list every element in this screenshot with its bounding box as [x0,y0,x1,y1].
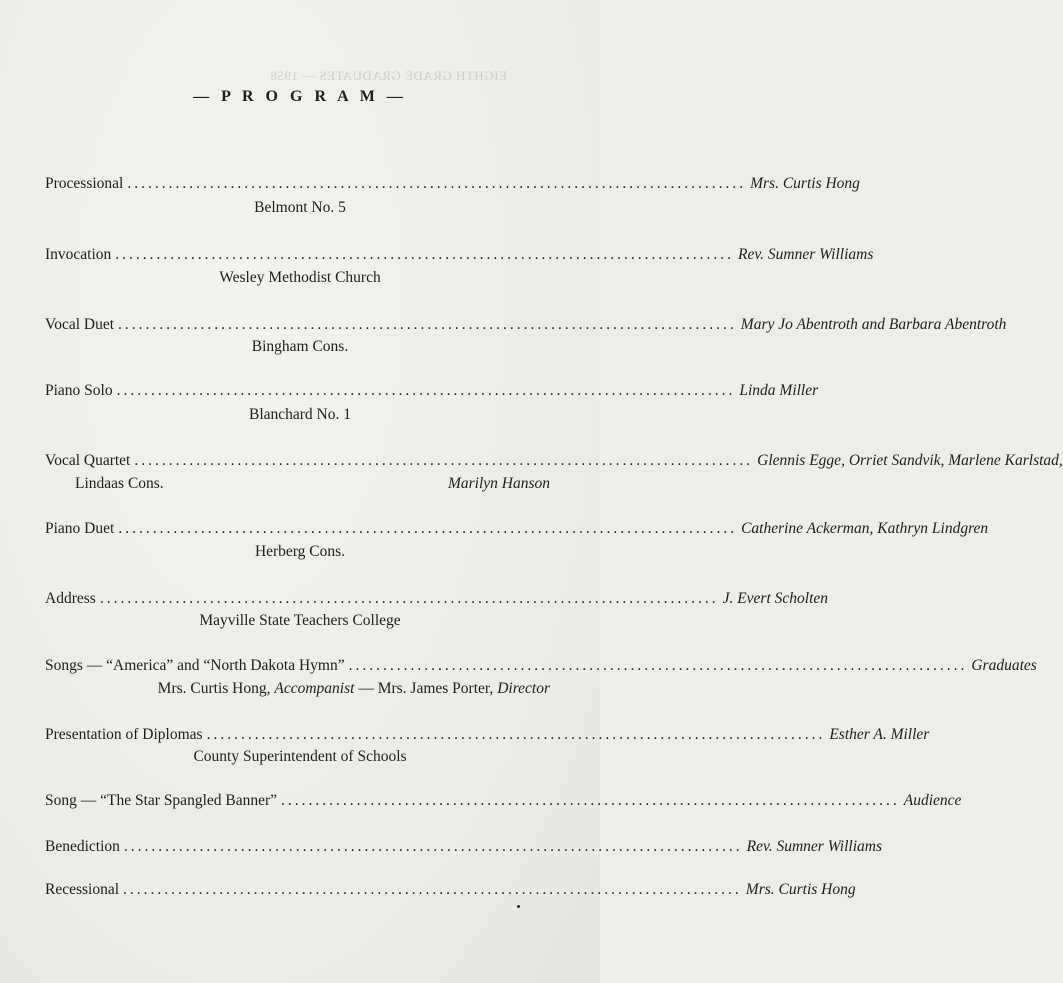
item-label: Address [45,590,96,607]
item-label: Processional [45,175,124,192]
item-performer-continued: Marilyn Hanson [447,475,550,492]
program-item-processional [45,175,860,193]
leader-dots: .......................................................................................... [127,175,747,192]
item-label: Vocal Duet [45,316,115,333]
leader-dots: .......................................................................................... [348,657,968,674]
item-performer: Rev. Sumner Williams [738,246,874,263]
program-item-piano-duet [45,520,989,538]
item-subtitle: Blanchard No. 1 [248,406,351,423]
accompanist-director-line [75,680,550,698]
program-item-invocation [45,246,874,264]
program-title: — P R O G R A M — [193,88,407,105]
item-performer: Esther A. Miller [829,726,930,743]
item-subtitle: Bingham Cons. [251,338,349,355]
program-item-vocal-quartet [45,452,1063,470]
director-role: Director [497,680,550,697]
leader-dots: .......................................................................................... [99,590,719,607]
program-item-diplomas [45,726,930,744]
item-label: Benediction [45,838,120,855]
leader-dots: .......................................................................................... [118,316,737,333]
leader-dots: .......................................................................................... [115,246,735,263]
item-label: Vocal Quartet [45,452,131,469]
item-subtitle: Mayville State Teachers College [199,612,401,629]
accompanist-role: Accompanist [274,680,355,697]
program-item-vocal-duet [45,316,1007,334]
program-item-anthem [45,792,962,810]
leader-dots: .......................................................................................... [134,452,754,469]
item-subtitle: Herberg Cons. [254,543,346,560]
item-subtitle: Wesley Methodist Church [219,269,381,286]
item-performer: Audience [903,792,962,809]
leader-dots: .......................................................................................... [281,792,900,809]
item-label: Presentation of Diplomas [45,726,203,743]
item-performer: Mrs. Curtis Hong [750,175,860,192]
program-item-benediction [45,838,882,856]
leader-dots: .......................................................................................... [123,838,743,855]
ghost-header: EIGHTH GRADE GRADUATES — 1958 [270,68,507,83]
item-performer: Mrs. Curtis Hong [745,881,856,898]
item-label: Song — “The Star Spangled Banner” [45,792,278,809]
item-subtitle: Belmont No. 5 [254,199,346,216]
item-subtitle: Lindaas Cons. [75,475,164,492]
item-label: Invocation [45,246,112,263]
program-item-songs [45,657,1037,675]
item-performer: Glennis Egge, Orriet Sandvik, Marlene Karlstad, [757,452,1063,469]
leader-dots: .......................................................................................... [118,520,738,537]
leader-dots: .......................................................................................... [206,726,826,743]
item-performer: Catherine Ackerman, Kathryn Lindgren [741,520,989,537]
item-performer: Graduates [971,657,1037,674]
item-performer: Mary Jo Abentroth and Barbara Abentroth [740,316,1007,333]
item-second-line [75,475,550,493]
item-label: Piano Solo [45,382,113,399]
item-subtitle: County Superintendent of Schools [193,748,407,765]
leader-dots: .......................................................................................... [116,382,736,399]
item-label: Piano Duet [45,520,115,537]
program-item-address [45,590,829,608]
item-label: Songs — “America” and “North Dakota Hymn” [45,657,345,674]
director-name: — Mrs. James Porter, [358,680,494,697]
ink-speck [517,905,520,908]
program-item-piano-solo [45,382,819,400]
program-item-recessional [45,881,856,899]
item-label: Recessional [45,881,120,898]
accompanist-name: Mrs. Curtis Hong, [157,680,271,697]
item-performer: Linda Miller [739,382,819,399]
item-performer: Rev. Sumner Williams [746,838,882,855]
leader-dots: .......................................................................................... [123,881,742,898]
item-performer: J. Evert Scholten [722,590,829,607]
